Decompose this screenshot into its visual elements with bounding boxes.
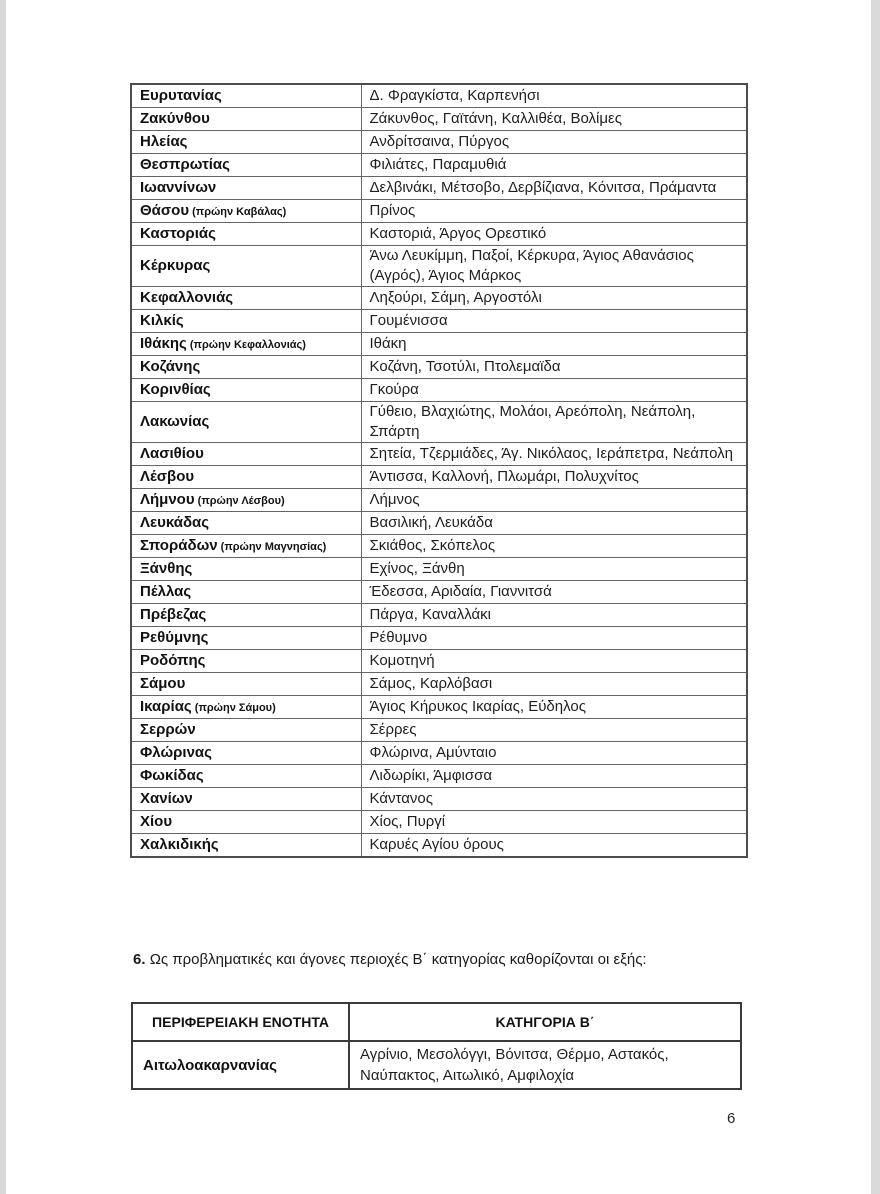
former-prefecture-note: (πρώην Μαγνησίας) bbox=[217, 540, 327, 553]
areas-cell: Δ. Φραγκίστα, Καρπενήσι bbox=[361, 84, 747, 108]
region-cell bbox=[131, 834, 361, 858]
region-cell bbox=[131, 742, 361, 765]
region-cell bbox=[131, 696, 361, 719]
region-name: Χίου bbox=[140, 813, 173, 830]
regions-table-a bbox=[130, 83, 748, 858]
region-cell bbox=[131, 719, 361, 742]
table-row bbox=[131, 443, 747, 466]
table-row bbox=[131, 512, 747, 535]
region-cell bbox=[131, 604, 361, 627]
table-row bbox=[131, 558, 747, 581]
table-row bbox=[131, 719, 747, 742]
areas-cell: Ανδρίτσαινα, Πύργος bbox=[361, 131, 747, 154]
page-number: 6 bbox=[727, 1110, 736, 1127]
region-name: Λήμνου bbox=[140, 490, 195, 508]
former-prefecture-note: (πρώην Κεφαλλονιάς) bbox=[186, 338, 306, 351]
table-row bbox=[131, 489, 747, 512]
regions-table-a-container bbox=[130, 83, 746, 858]
region-cell bbox=[131, 489, 361, 512]
region-name: Ζακύνθου bbox=[140, 110, 210, 127]
region-cell bbox=[131, 765, 361, 788]
region-name: Ιωαννίνων bbox=[140, 179, 217, 196]
table-row bbox=[131, 742, 747, 765]
right-scan-edge bbox=[871, 0, 880, 1194]
areas-cell: Φιλιάτες, Παραμυθιά bbox=[361, 154, 747, 177]
regions-table-a-body bbox=[131, 84, 747, 857]
table-row bbox=[131, 108, 747, 131]
section-6-paragraph bbox=[133, 949, 753, 971]
region-name: Φλώρινας bbox=[140, 744, 212, 761]
table-row bbox=[131, 673, 747, 696]
region-name: Ξάνθης bbox=[140, 560, 193, 577]
former-prefecture-note: (πρώην Λέσβου) bbox=[194, 494, 285, 507]
areas-cell: Καστοριά, Άργος Ορεστικό bbox=[361, 223, 747, 246]
region-cell bbox=[131, 535, 361, 558]
region-name: Λευκάδας bbox=[140, 514, 210, 531]
table-row bbox=[131, 650, 747, 673]
region-cell bbox=[131, 673, 361, 696]
areas-cell: Πάργα, Καναλλάκι bbox=[361, 604, 747, 627]
region-cell bbox=[131, 177, 361, 200]
areas-cell: Σητεία, Τζερμιάδες, Άγ. Νικόλαος, Ιεράπετρα, Νεάπολη bbox=[361, 443, 747, 466]
region-cell bbox=[131, 402, 361, 443]
former-prefecture-note: (πρώην Σάμου) bbox=[191, 701, 276, 714]
region-cell bbox=[131, 108, 361, 131]
areas-cell: Λήμνος bbox=[361, 489, 747, 512]
region-cell bbox=[131, 581, 361, 604]
areas-cell: Σάμος, Καρλόβασι bbox=[361, 673, 747, 696]
table-row bbox=[131, 200, 747, 223]
areas-cell: Ζάκυνθος, Γαϊτάνη, Καλλιθέα, Βολίμες bbox=[361, 108, 747, 131]
region-cell bbox=[131, 356, 361, 379]
table-row bbox=[131, 834, 747, 858]
region-name: Κοζάνης bbox=[140, 358, 201, 375]
region-cell bbox=[131, 131, 361, 154]
table-b-header-category: ΚΑΤΗΓΟΡΙΑ Β΄ bbox=[349, 1003, 741, 1041]
table-b-header-region: ΠΕΡΙΦΕΡΕΙΑΚΗ ΕΝΟΤΗΤΑ bbox=[132, 1003, 349, 1041]
region-name: Ρεθύμνης bbox=[140, 629, 209, 646]
areas-cell: Άγιος Κήρυκος Ικαρίας, Εύδηλος bbox=[361, 696, 747, 719]
table-row bbox=[131, 287, 747, 310]
region-cell bbox=[131, 223, 361, 246]
region-name: Κορινθίας bbox=[140, 381, 211, 398]
table-row bbox=[131, 223, 747, 246]
areas-cell: Φλώρινα, Αμύνταιο bbox=[361, 742, 747, 765]
region-name: Ικαρίας bbox=[140, 697, 192, 715]
table-row bbox=[131, 604, 747, 627]
left-scan-edge bbox=[0, 0, 6, 1194]
areas-cell: Εχίνος, Ξάνθη bbox=[361, 558, 747, 581]
table-row bbox=[131, 84, 747, 108]
region-name: Κέρκυρας bbox=[140, 257, 211, 274]
region-cell bbox=[131, 811, 361, 834]
table-row bbox=[131, 581, 747, 604]
region-cell bbox=[132, 1041, 349, 1089]
regions-table-b bbox=[131, 1002, 742, 1090]
table-row bbox=[131, 154, 747, 177]
region-name: Χαλκιδικής bbox=[140, 836, 219, 853]
region-name: Πρέβεζας bbox=[140, 606, 207, 623]
region-name: Φωκίδας bbox=[140, 767, 204, 784]
region-name: Λακωνίας bbox=[140, 413, 210, 430]
region-cell bbox=[131, 627, 361, 650]
region-name: Κεφαλλονιάς bbox=[140, 289, 234, 306]
table-row bbox=[131, 131, 747, 154]
areas-cell: Λιδωρίκι, Άμφισσα bbox=[361, 765, 747, 788]
region-cell bbox=[131, 246, 361, 287]
table-row bbox=[131, 466, 747, 489]
areas-cell: Κοζάνη, Τσοτύλι, Πτολεμαϊδα bbox=[361, 356, 747, 379]
areas-cell: Γκούρα bbox=[361, 379, 747, 402]
region-cell bbox=[131, 443, 361, 466]
table-row bbox=[132, 1041, 741, 1089]
region-name: Χανίων bbox=[140, 790, 193, 807]
areas-cell: Ιθάκη bbox=[361, 333, 747, 356]
regions-table-b-container bbox=[131, 1002, 740, 1090]
areas-cell: Καρυές Αγίου όρους bbox=[361, 834, 747, 858]
region-cell bbox=[131, 154, 361, 177]
regions-table-b-body bbox=[132, 1041, 741, 1089]
regions-table-b-head bbox=[132, 1003, 741, 1041]
areas-cell: Ρέθυμνο bbox=[361, 627, 747, 650]
region-name: Λέσβου bbox=[140, 468, 195, 485]
areas-cell: Δελβινάκι, Μέτσοβο, Δερβίζιανα, Κόνιτσα, Πράμαντα bbox=[361, 177, 747, 200]
region-cell bbox=[131, 558, 361, 581]
areas-cell: Σέρρες bbox=[361, 719, 747, 742]
region-cell bbox=[131, 379, 361, 402]
areas-cell: Χίος, Πυργί bbox=[361, 811, 747, 834]
region-cell bbox=[131, 287, 361, 310]
areas-cell: Αγρίνιο, Μεσολόγγι, Βόνιτσα, Θέρμο, Αστακός, Ναύπακτος, Αιτωλικό, Αμφιλοχία bbox=[349, 1041, 741, 1089]
region-cell bbox=[131, 788, 361, 811]
region-cell bbox=[131, 466, 361, 489]
table-row bbox=[131, 246, 747, 287]
table-row bbox=[131, 310, 747, 333]
region-name: Θάσου bbox=[140, 201, 190, 219]
areas-cell: Γύθειο, Βλαχιώτης, Μολάοι, Αρεόπολη, Νεάπολη, Σπάρτη bbox=[361, 402, 747, 443]
region-cell bbox=[131, 200, 361, 223]
table-row bbox=[131, 765, 747, 788]
region-name: Ευρυτανίας bbox=[140, 87, 222, 104]
region-cell bbox=[131, 310, 361, 333]
areas-cell: Κομοτηνή bbox=[361, 650, 747, 673]
table-row bbox=[131, 811, 747, 834]
region-cell bbox=[131, 84, 361, 108]
table-row bbox=[131, 696, 747, 719]
region-name: Κιλκίς bbox=[140, 312, 184, 329]
areas-cell: Γουμένισσα bbox=[361, 310, 747, 333]
table-row bbox=[131, 788, 747, 811]
table-row bbox=[131, 379, 747, 402]
region-cell bbox=[131, 512, 361, 535]
areas-cell: Κάντανος bbox=[361, 788, 747, 811]
region-name: Σερρών bbox=[140, 721, 196, 738]
areas-cell: Έδεσσα, Αριδαία, Γιαννιτσά bbox=[361, 581, 747, 604]
region-name: Αιτωλοακαρνανίας bbox=[143, 1056, 277, 1074]
former-prefecture-note: (πρώην Καβάλας) bbox=[189, 205, 287, 218]
table-row bbox=[131, 177, 747, 200]
areas-cell: Άντισσα, Καλλονή, Πλωμάρι, Πολυχνίτος bbox=[361, 466, 747, 489]
section-number: 6. bbox=[133, 951, 146, 968]
table-row bbox=[131, 535, 747, 558]
region-cell bbox=[131, 333, 361, 356]
areas-cell: Ληξούρι, Σάμη, Αργοστόλι bbox=[361, 287, 747, 310]
table-row bbox=[131, 333, 747, 356]
region-name: Ηλείας bbox=[140, 133, 188, 150]
table-header-row bbox=[132, 1003, 741, 1041]
region-name: Καστοριάς bbox=[140, 225, 216, 242]
section-text: Ως προβληματικές και άγονες περιοχές Β΄ κατηγορίας καθορίζονται οι εξής: bbox=[149, 951, 647, 968]
table-row bbox=[131, 627, 747, 650]
region-name: Πέλλας bbox=[140, 583, 192, 600]
areas-cell: Πρίνος bbox=[361, 200, 747, 223]
region-name: Λασιθίου bbox=[140, 445, 204, 462]
region-name: Ιθάκης bbox=[140, 334, 187, 352]
region-cell bbox=[131, 650, 361, 673]
areas-cell: Βασιλική, Λευκάδα bbox=[361, 512, 747, 535]
region-name: Ροδόπης bbox=[140, 652, 206, 669]
areas-cell: Σκιάθος, Σκόπελος bbox=[361, 535, 747, 558]
region-name: Σάμου bbox=[140, 675, 186, 692]
region-name: Σποράδων bbox=[140, 536, 218, 554]
region-name: Θεσπρωτίας bbox=[140, 156, 230, 173]
table-row bbox=[131, 402, 747, 443]
table-row bbox=[131, 356, 747, 379]
areas-cell: Άνω Λευκίμμη, Παξοί, Κέρκυρα, Άγιος Αθανάσιος (Αγρός), Άγιος Μάρκος bbox=[361, 246, 747, 287]
